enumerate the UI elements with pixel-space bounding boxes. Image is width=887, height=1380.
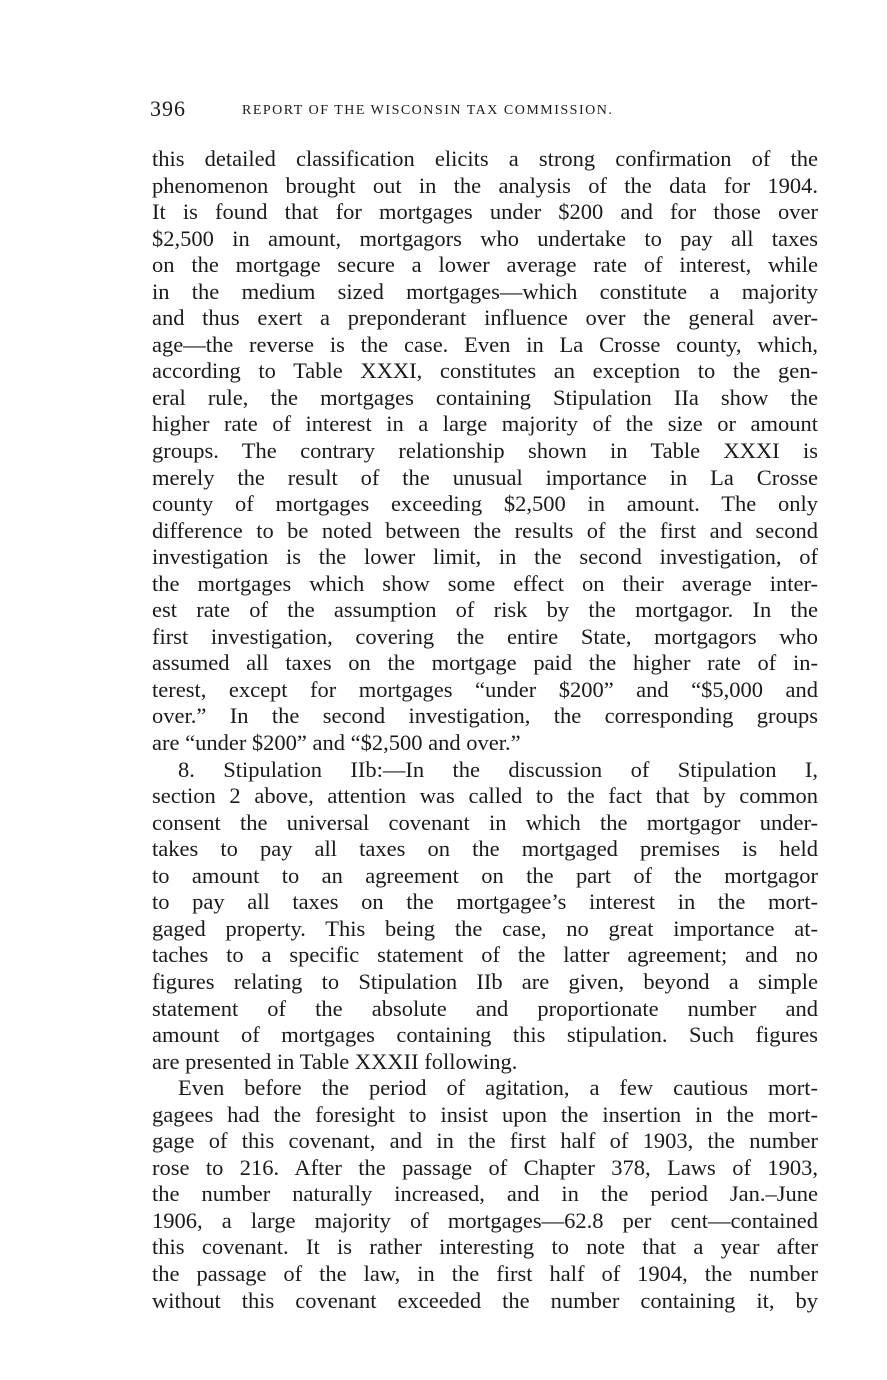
text-line: to amount to an agreement on the part of the mortgagor: [152, 862, 818, 888]
running-head-title: REPORT OF THE WISCONSIN TAX COMMISSION.: [242, 103, 614, 118]
text-line: takes to pay all taxes on the mortgaged premises is held: [152, 836, 818, 862]
text-line: on the mortgage secure a lower average rate of interest, while: [152, 252, 818, 278]
text-line: without this covenant exceeded the number containing it, by: [152, 1287, 818, 1313]
text-line: difference to be noted between the results of the first and second: [152, 517, 818, 543]
text-line: rose to 216. After the passage of Chapter 378, Laws of 1903,: [152, 1154, 818, 1180]
text-line: are “under $200” and “$2,500 and over.”: [152, 730, 521, 756]
text-line: figures relating to Stipulation IIb are given, beyond a simple: [152, 968, 818, 994]
text-line: eral rule, the mortgages containing Stipulation IIa show the: [152, 384, 818, 410]
text-line: are presented in Table XXXII following.: [152, 1048, 518, 1074]
text-line: consent the universal covenant in which the mortgagor under-: [152, 809, 818, 835]
text-line: the mortgages which show some effect on their average inter-: [152, 570, 818, 596]
text-line: amount of mortgages containing this stipulation. Such figures: [152, 1022, 818, 1048]
text-line: est rate of the assumption of risk by the mortgagor. In the: [152, 597, 818, 623]
text-line: assumed all taxes on the mortgage paid the higher rate of in-: [152, 650, 818, 676]
text-line: investigation is the lower limit, in the second investigation, of: [152, 544, 818, 570]
text-line: section 2 above, attention was called to the fact that by common: [152, 783, 818, 809]
text-line: over.” In the second investigation, the corresponding groups: [152, 703, 818, 729]
running-head: [150, 96, 730, 126]
text-line: 1906, a large majority of mortgages—62.8 per cent—contained: [152, 1207, 818, 1233]
text-line: $2,500 in amount, mortgagors who undertake to pay all taxes: [152, 225, 818, 251]
text-line: age—the reverse is the case. Even in La Crosse county, which,: [152, 331, 818, 357]
text-line: according to Table XXXI, constitutes an exception to the gen-: [152, 358, 818, 384]
text-line: It is found that for mortgages under $200 and for those over: [152, 199, 818, 225]
text-line: first investigation, covering the entire State, mortgagors who: [152, 623, 818, 649]
text-line: gagees had the foresight to insist upon the insertion in the mort-: [152, 1101, 818, 1127]
text-line: the number naturally increased, and in the period Jan.–June: [152, 1181, 818, 1207]
body-text: [152, 146, 818, 1314]
text-line: statement of the absolute and proportionate number and: [152, 995, 818, 1021]
text-line: phenomenon brought out in the analysis of the data for 1904.: [152, 172, 818, 198]
text-line: terest, except for mortgages “under $200” and “$5,000 and: [152, 676, 818, 702]
text-line: gage of this covenant, and in the first half of 1903, the number: [152, 1128, 818, 1154]
text-line: and thus exert a preponderant influence over the general aver-: [152, 305, 818, 331]
text-line: county of mortgages exceeding $2,500 in amount. The only: [152, 491, 818, 517]
text-line: groups. The contrary relationship shown in Table XXXI is: [152, 438, 818, 464]
text-line: this covenant. It is rather interesting to note that a year after: [152, 1234, 818, 1260]
text-line: gaged property. This being the case, no great importance at-: [152, 915, 818, 941]
text-line: 8. Stipulation IIb:—In the discussion of Stipulation I,: [178, 756, 818, 782]
page-number: 396: [150, 96, 186, 121]
text-line: Even before the period of agitation, a few cautious mort-: [178, 1075, 818, 1101]
text-line: the passage of the law, in the first half of 1904, the number: [152, 1260, 818, 1286]
text-line: in the medium sized mortgages—which constitute a majority: [152, 278, 818, 304]
text-line: to pay all taxes on the mortgagee’s interest in the mort-: [152, 889, 818, 915]
text-line: this detailed classification elicits a strong confirmation of the: [152, 146, 818, 171]
text-line: higher rate of interest in a large majority of the size or amount: [152, 411, 818, 437]
text-line: taches to a specific statement of the latter agreement; and no: [152, 942, 818, 968]
text-line: merely the result of the unusual importance in La Crosse: [152, 464, 818, 490]
